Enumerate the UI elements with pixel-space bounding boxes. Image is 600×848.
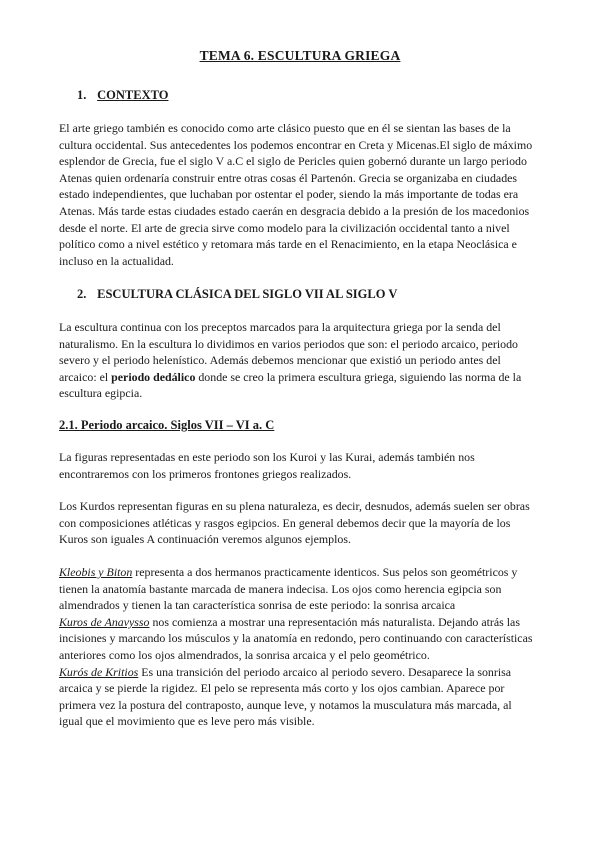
kuros-kritios-link[interactable]: Kurós de Kritios: [59, 664, 139, 679]
text-fragment: arcaico: el: [59, 369, 112, 384]
document-title: TEMA 6. ESCULTURA GRIEGA: [199, 48, 401, 63]
text-line: anteriores como los ojos almendrados, la sonrisa arcaica y el pelo geométrico.: [59, 647, 430, 662]
text-line: Atenas quien ordenaría construir entre otras cosas él Partenón. Grecia se organizaba en ciudades: [59, 170, 518, 185]
section-1-title: CONTEXTO: [97, 88, 169, 102]
text-line: La figuras representadas en este periodo son los Kuroi y las Kurai, además también nos: [59, 450, 475, 464]
text-line: El arte griego también es conocido como arte clásico puesto que en él se sientan las bases de la: [59, 121, 511, 135]
text-line: naturalismo. En la escultura lo dividimos en varios periodos que son: el periodo arcaico, periodo: [59, 336, 518, 351]
section-2-paragraph: [59, 319, 543, 402]
text-line: con composiciones atléticas y rasgos egipcios. En general debemos decir que la mayoría de los: [59, 515, 511, 530]
text-fragment: representa a dos hermanos practicamente identicos. Sus pelos son geométricos y: [132, 565, 518, 579]
text-fragment: Es una transición del periodo arcaico al periodo severo. Desaparece la sonrisa: [138, 664, 512, 679]
section-2-1-paragraph-2: [59, 498, 543, 548]
text-line: igual que el movimiento que es leve pero más visible.: [59, 714, 315, 729]
text-line: escultura egipcia.: [59, 386, 143, 401]
text-line: esplendor de Grecia, fue el siglo V a.C el siglo de Pericles quien gobernó durante un largo periodo: [59, 154, 527, 169]
section-2-1-paragraph-1: [59, 449, 543, 482]
text-line: encontraremos con los primeros frontones griegos realizados.: [59, 466, 352, 481]
text-line: estado independientes, que luchaban por ostentar el poder, siendo la más importante de todas era: [59, 187, 519, 202]
text-line: severo y el periodo helenístico. Además debemos mencionar que existió un periodo antes del: [59, 353, 501, 368]
text-line: Atenas. Más tarde estas ciudades estado caerán en desgracia debido a la presión de los macedonios: [59, 203, 530, 218]
text-line: [59, 664, 543, 681]
section-2-title: ESCULTURA CLÁSICA DEL SIGLO VII AL SIGLO V: [97, 287, 398, 301]
section-2-heading: [77, 287, 397, 302]
text-line: Los Kurdos representan figuras en su plena naturaleza, es decir, desnudos, además suelen ser obras: [59, 499, 530, 513]
text-line: cultura occidental. Sus antecedentes los podemos encontrar en Creta y Micenas.El siglo de máximo: [59, 137, 533, 152]
section-1-number: 1.: [77, 88, 87, 102]
text-line: Kuros son iguales A continuación veremos algunos ejemplos.: [59, 532, 351, 547]
text-line: almendrados y tienen la tan característica sonrisa de este periodo: la sonrisa arcaica: [59, 598, 456, 613]
text-line: primera vez la postura del contraposto, aunque leve, y notamos la musculatura más marcada, al: [59, 697, 512, 712]
section-1-paragraph: [59, 120, 543, 269]
section-2-1-examples: [59, 564, 543, 730]
text-line: [59, 564, 543, 581]
section-2-1-heading: 2.1. Periodo arcaico. Siglos VII – VI a. C: [59, 418, 275, 432]
text-fragment: nos comienza a mostrar una representación más naturalista. Dejando atrás las: [149, 614, 520, 629]
section-1-heading: [77, 88, 168, 103]
section-2-number: 2.: [77, 287, 87, 301]
text-fragment: donde se creo la primera escultura griega, siguiendo las norma de la: [195, 369, 522, 384]
text-line: arcaica y se pierde la rigidez. El pelo se representa más corto y los ojos cambian. Aparece por: [59, 681, 505, 696]
text-line: desde el norte. El arte de grecia sirve como modelo para la civilización occidental tanto a nivel: [59, 220, 510, 235]
text-line: incisiones y marcando los músculos y la anatomía en redondo, pero continuando con características: [59, 631, 533, 646]
text-line: tienen la anatomía bastante marcada de manera indecisa. Los ojos como herencia egipcia son: [59, 581, 502, 596]
kuros-anavysso-link[interactable]: Kuros de Anavysso: [59, 614, 150, 629]
bold-term: periodo dedálico: [111, 369, 196, 384]
text-line: [59, 369, 543, 386]
text-line: [59, 614, 543, 631]
kleobis-biton-link[interactable]: Kleobis y Biton: [59, 565, 133, 579]
text-line: La escultura continua con los preceptos marcados para la arquitectura griega por la senda del: [59, 320, 501, 334]
text-line: incluso en la actualidad.: [59, 253, 174, 268]
text-line: político como a nivel estético y retomara más tarde en el Renacimiento, en la etapa Neoclásica e: [59, 237, 517, 252]
